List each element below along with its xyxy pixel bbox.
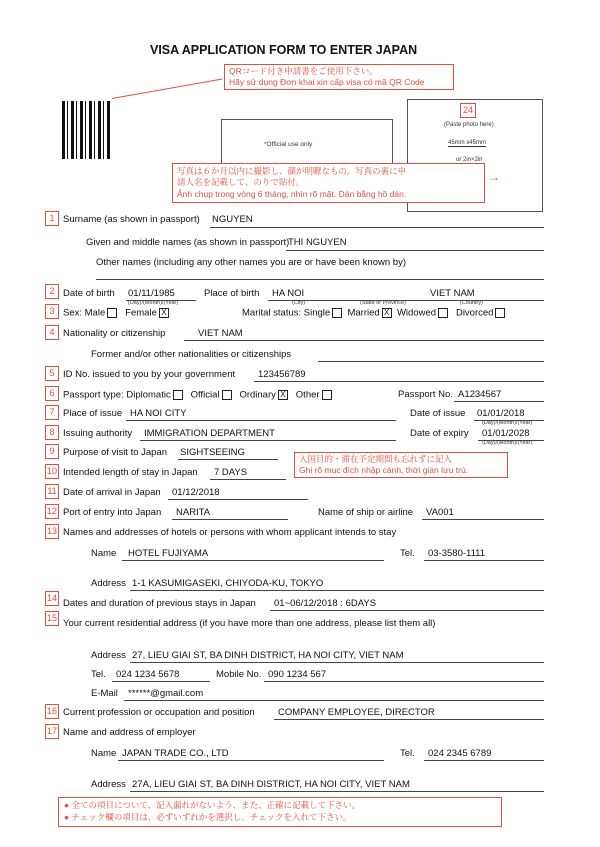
purpose-value[interactable]: SIGHTSEEING (180, 447, 245, 458)
section-number: 13 (45, 524, 59, 539)
section-number: 16 (45, 704, 59, 719)
id-value[interactable]: 123456789 (258, 369, 306, 380)
employer-address-value[interactable]: 27A, LIEU GIAI ST, BA DINH DISTRICT, HA NOI CITY, VIET NAM (132, 779, 410, 790)
section-number: 8 (45, 425, 59, 440)
employer-address-label: Address (91, 779, 126, 790)
official-use-box: *Official use only (221, 119, 393, 199)
bottom-note: ● 全ての項目について、記入漏れがないよう、また、正確に記載して下さい。 ● チェック欄の項目は、必ずいずれかを選択し、チェックを入れて下さい。 (58, 797, 502, 827)
single-checkbox[interactable] (332, 308, 342, 318)
qr-note: QRコード付き申請書をご使用下さい。 Hãy sử dụng Đơn khai xin cấp visa có mã QR Code (224, 64, 454, 90)
pob-country[interactable]: VIET NAM (430, 288, 475, 299)
dob-value[interactable]: 01/11/1985 (128, 288, 175, 299)
res-address-value[interactable]: 27, LIEU GIAI ST, BA DINH DISTRICT, HA NOI CITY, VIET NAM (132, 650, 404, 661)
hotel-address-label: Address (91, 578, 126, 589)
arrow-icon: → (488, 170, 500, 184)
divorced-checkbox[interactable] (495, 308, 505, 318)
date-of-issue-label: Date of issue (410, 408, 466, 419)
photo-note: 写真は６か月以内に撮影し、顔が明瞭なもの。写真の裏に申 請人名を記載して、のりで貼付。 Ảnh chụp trong vòng 6 tháng, nhìn rõ mặt. Dán bằng hồ dán. (172, 163, 485, 203)
section-number: 11 (45, 484, 59, 499)
section-number: 2 (45, 284, 59, 299)
hotel-address-value[interactable]: 1-1 KASUMIGASEKI, CHIYODA-KU, TOKYO (132, 578, 324, 589)
profession-value[interactable]: COMPANY EMPLOYEE, DIRECTOR (278, 707, 435, 718)
surname-label: Surname (as shown in passport) (63, 214, 200, 225)
section-number: 12 (45, 504, 59, 519)
passport-type: Passport type: Diplomatic Official Ordinary X Other (63, 390, 332, 400)
employer-name-value[interactable]: JAPAN TRADE CO., LTD (122, 748, 229, 759)
authority-value[interactable]: IMMIGRATION DEPARTMENT (144, 428, 275, 439)
purpose-note: 入国目的・滞在予定期間も忘れずに記入 Ghi rõ mục đích nhập cảnh, thời gian lưu trú. (294, 452, 508, 478)
arrival-value[interactable]: 01/12/2018 (172, 487, 220, 498)
given-names-value[interactable]: THI NGUYEN (288, 237, 347, 248)
hotels-label: Names and addresses of hotels or persons with whom applicant intends to stay (63, 527, 397, 538)
qr-code (62, 101, 110, 159)
ship-value[interactable]: VA001 (426, 507, 454, 518)
section-number: 3 (45, 304, 59, 319)
pob-city[interactable]: HA NOI (272, 288, 305, 299)
qr-note-pointer (112, 79, 222, 99)
authority-label: Issuing authority (63, 428, 133, 439)
mobile-value[interactable]: 090 1234 567 (268, 669, 327, 680)
email-value[interactable]: ******@gmail.com (128, 688, 204, 699)
surname-value[interactable]: NGUYEN (212, 214, 253, 225)
stay-label: Intended length of stay in Japan (63, 467, 198, 478)
port-label: Port of entry into Japan (63, 507, 162, 518)
place-of-issue-value[interactable]: HA NOI CITY (130, 408, 187, 419)
purpose-label: Purpose of visit to Japan (63, 447, 168, 458)
section-number: 1 (45, 211, 59, 226)
hotel-tel-value[interactable]: 03-3580-1111 (428, 548, 486, 559)
form-title: VISA APPLICATION FORM TO ENTER JAPAN (150, 43, 418, 57)
ship-label: Name of ship or airline (318, 507, 414, 518)
nationality-value[interactable]: VIET NAM (198, 328, 243, 339)
date-of-expiry-label: Date of expiry (410, 428, 469, 439)
male-checkbox[interactable] (107, 308, 117, 318)
female-checkbox[interactable]: X (159, 308, 169, 318)
married-checkbox[interactable]: X (382, 308, 392, 318)
passport-no-value[interactable]: A1234567 (458, 389, 502, 400)
sex-label: Sex: Male Female X (63, 308, 169, 318)
diplomatic-checkbox[interactable] (173, 390, 183, 400)
marital-status: Marital status: Single Married X Widowed Divorced (242, 308, 505, 318)
dob-label: Date of birth (63, 288, 115, 299)
hotel-tel-label: Tel. (400, 548, 415, 559)
residential-label: Your current residential address (if you have more than one address, please list them all) (63, 618, 436, 629)
section-number: 4 (45, 325, 59, 340)
section-number: 5 (45, 366, 59, 381)
pob-label: Place of birth (204, 288, 260, 299)
section-number: 6 (45, 386, 59, 401)
passport-no-label: Passport No. (398, 389, 453, 400)
former-nationality-label: Former and/or other nationalities or citizenships (91, 349, 292, 360)
previous-stays-value[interactable]: 01~06/12/2018 : 6DAYS (274, 598, 377, 609)
section-number: 15 (45, 611, 59, 626)
official-checkbox[interactable] (222, 390, 232, 400)
res-tel-label: Tel. (91, 669, 106, 680)
employer-tel-label: Tel. (400, 748, 415, 759)
section-number: 14 (45, 591, 59, 606)
other-checkbox[interactable] (322, 390, 332, 400)
given-names-label: Given and middle names (as shown in passport) (86, 237, 290, 248)
port-value[interactable]: NARITA (176, 507, 211, 518)
res-address-label: Address (91, 650, 126, 661)
place-of-issue-label: Place of issue (63, 408, 123, 419)
section-number: 17 (45, 724, 59, 739)
date-of-expiry-value[interactable]: 01/01/2028 (482, 428, 530, 439)
email-label: E-Mail (91, 688, 118, 699)
section-number: 9 (45, 444, 59, 459)
section-number: 7 (45, 405, 59, 420)
stay-value[interactable]: 7 DAYS (214, 467, 248, 478)
ordinary-checkbox[interactable]: X (278, 390, 288, 400)
mobile-label: Mobile No. (216, 669, 262, 680)
employer-label: Name and address of employer (63, 727, 196, 738)
section-number: 10 (45, 464, 59, 479)
id-label: ID No. issued to you by your government (63, 369, 236, 380)
photo-box: 24 (Paste photo here) 45mm x45mm or 2in×2in (407, 99, 543, 212)
hotel-name-label: Name (91, 548, 117, 559)
nationality-label: Nationality or citizenship (63, 328, 166, 339)
employer-name-label: Name (91, 748, 117, 759)
profession-label: Current profession or occupation and position (63, 707, 255, 718)
other-names-label: Other names (including any other names you are or have been known by) (96, 257, 406, 268)
date-of-issue-value[interactable]: 01/01/2018 (477, 408, 525, 419)
arrival-label: Date of arrival in Japan (63, 487, 161, 498)
res-tel-value[interactable]: 024 1234 5678 (116, 669, 180, 680)
previous-stays-label: Dates and duration of previous stays in Japan (63, 598, 256, 609)
employer-tel-value[interactable]: 024 2345 6789 (428, 748, 492, 759)
widowed-checkbox[interactable] (438, 308, 448, 318)
hotel-name-value[interactable]: HOTEL FUJIYAMA (128, 548, 209, 559)
